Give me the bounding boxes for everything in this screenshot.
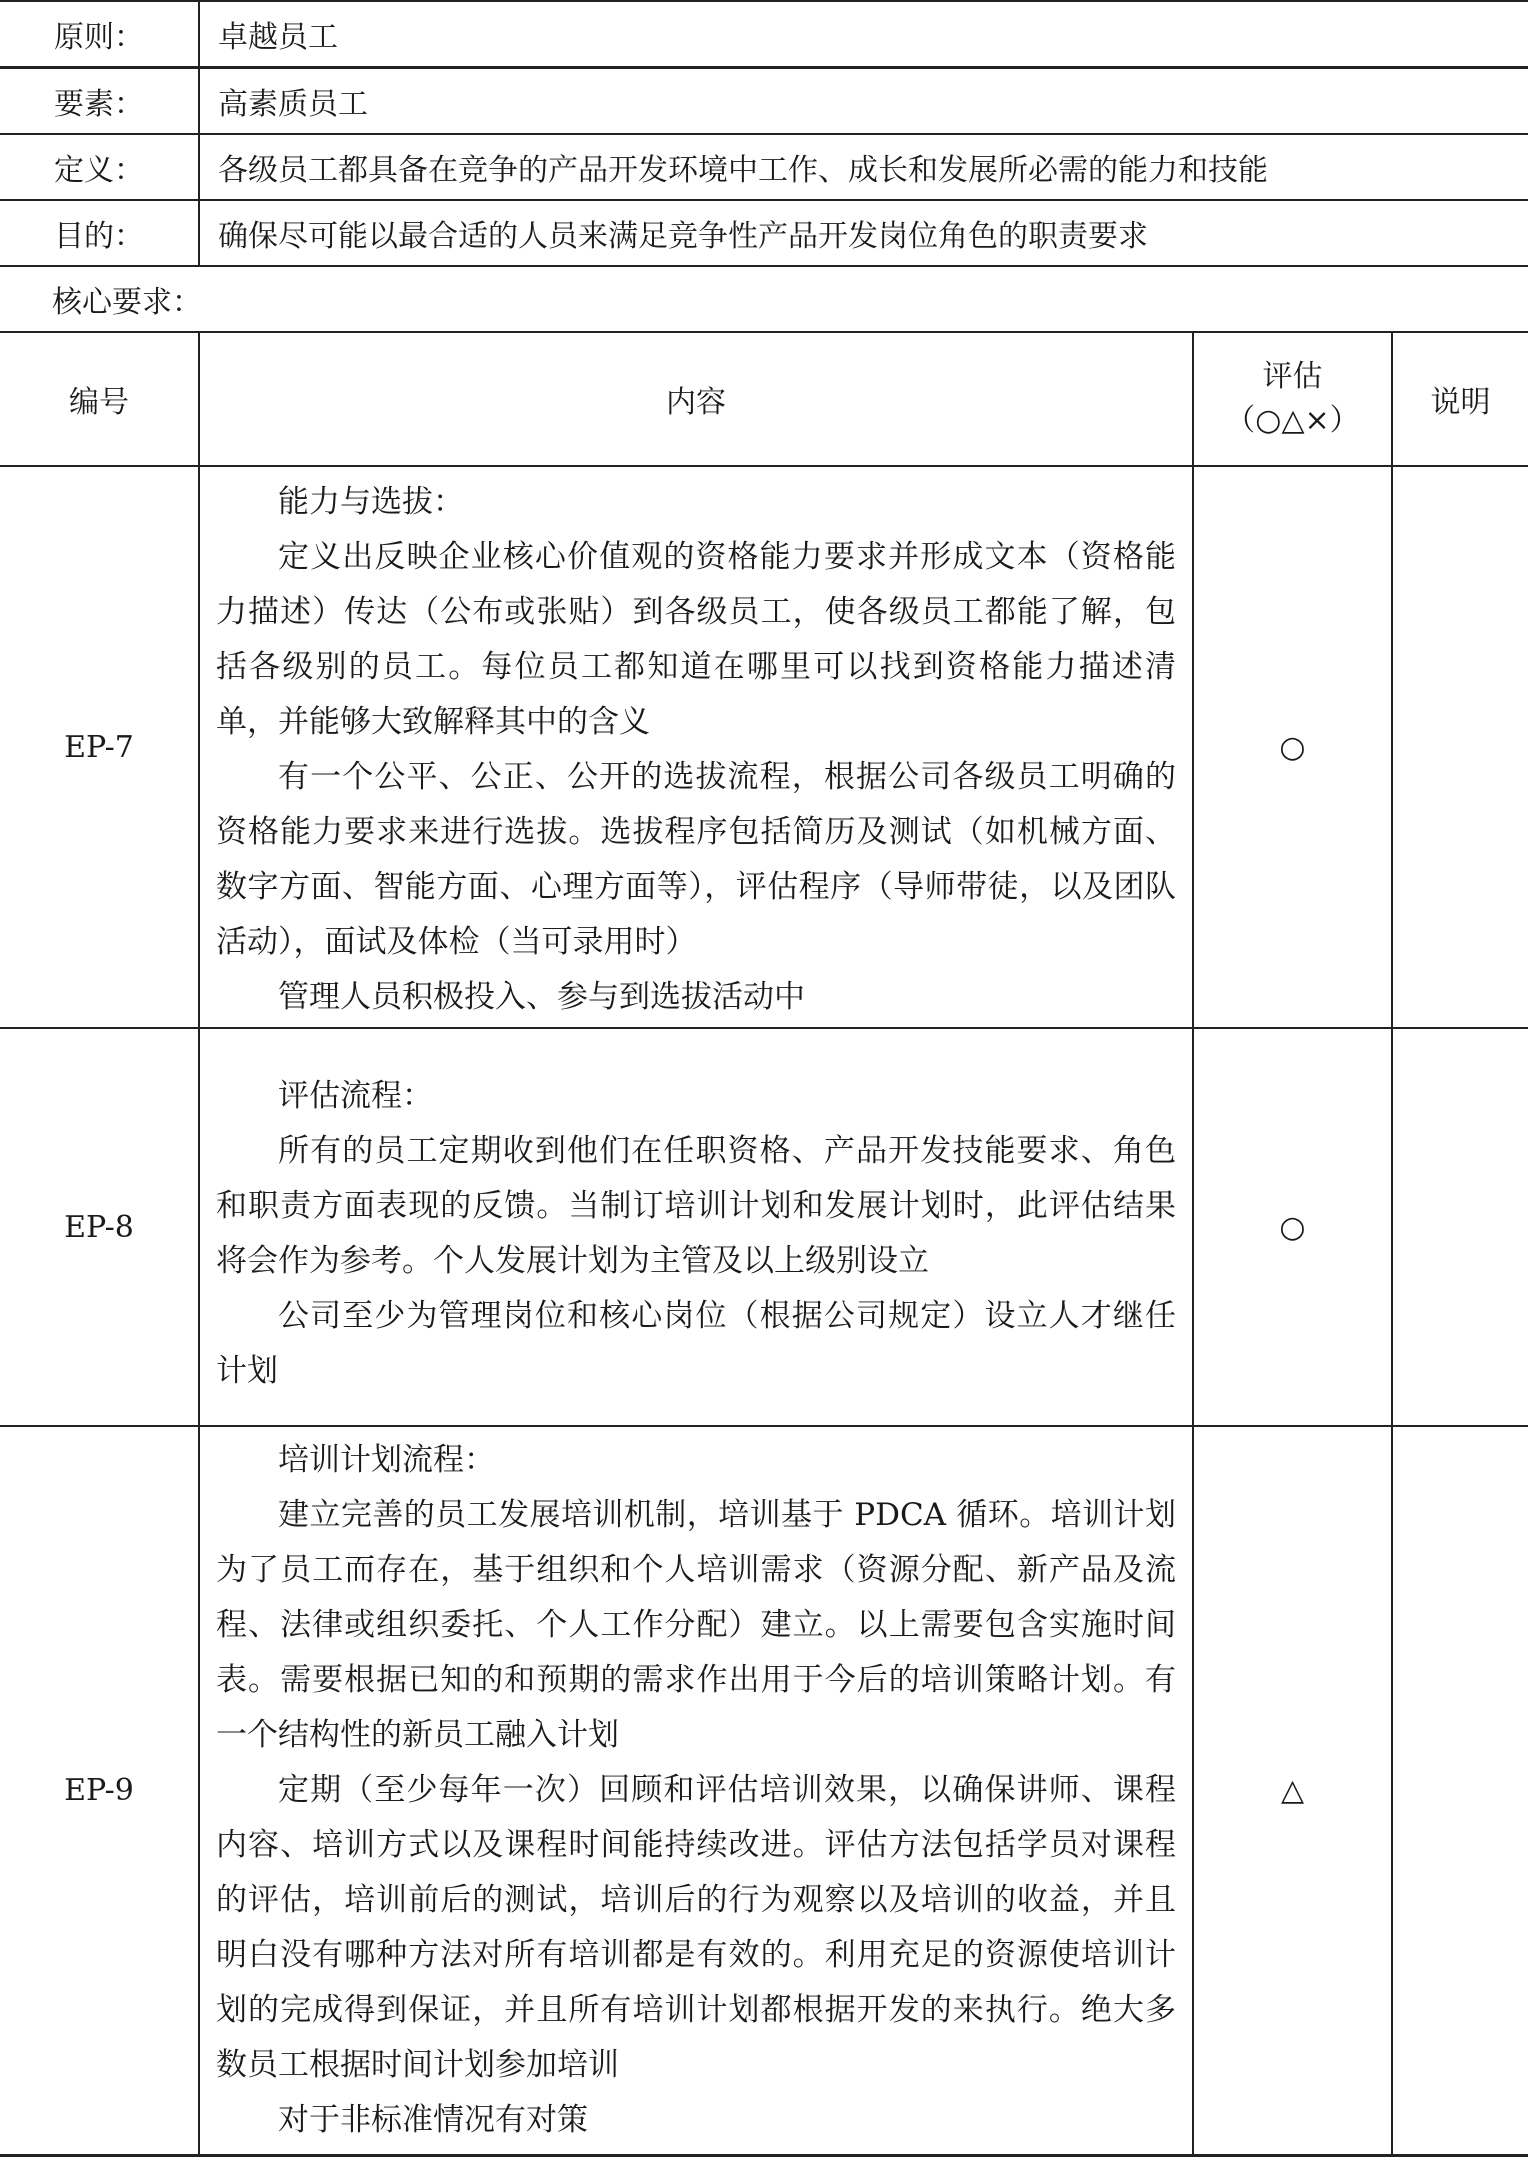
row-code: EP-8 bbox=[64, 1209, 134, 1245]
row-evaluation: ○ bbox=[1279, 1209, 1306, 1245]
row-note bbox=[1393, 1427, 1528, 2154]
row-note bbox=[1393, 1029, 1528, 1425]
core-requirements-label: 核心要求： bbox=[52, 285, 202, 320]
meta-value: 确保尽可能以最合适的人员来满足竞争性产品开发岗位角色的职责要求 bbox=[218, 219, 1148, 254]
table-row bbox=[0, 1427, 1528, 2154]
meta-row-definition bbox=[0, 135, 1528, 199]
meta-value: 高素质员工 bbox=[218, 87, 368, 122]
row-evaluation: ○ bbox=[1279, 729, 1306, 765]
table-row bbox=[0, 467, 1528, 1027]
row-title: 评估流程： bbox=[278, 1078, 433, 1114]
meta-label: 定义： bbox=[54, 153, 144, 188]
row-paragraph: 所有的员工定期收到他们在任职资格、产品开发技能要求、角色和职责方面表现的反馈。当制订培训计划和发展计划时，此评估结果将会作为参考。个人发展计划为主管及以上级别设立 bbox=[216, 1133, 1176, 1279]
meta-label: 要素： bbox=[54, 87, 144, 122]
header-evaluation bbox=[1194, 333, 1391, 465]
row-paragraph: 有一个公平、公正、公开的选拔流程，根据公司各级员工明确的资格能力要求来进行选拔。选拔程序包括简历及测试（如机械方面、数字方面、智能方面、心理方面等），评估程序（导师带徒，以及团队活动），面试及体检（当可录用时） bbox=[216, 759, 1176, 960]
meta-label: 原则： bbox=[54, 20, 144, 55]
row-evaluation: △ bbox=[1280, 1773, 1305, 1808]
header-eval-symbols: （○△×） bbox=[1225, 403, 1360, 438]
row-content bbox=[200, 1029, 1192, 1425]
row-code: EP-9 bbox=[64, 1773, 134, 1808]
meta-value: 卓越员工 bbox=[218, 20, 338, 55]
header-eval-title: 评估 bbox=[1262, 359, 1323, 394]
meta-row-purpose bbox=[0, 201, 1528, 265]
meta-row-element bbox=[0, 69, 1528, 133]
meta-label: 目的： bbox=[54, 219, 144, 254]
row-content bbox=[200, 1427, 1192, 2154]
row-paragraph: 定期（至少每年一次）回顾和评估培训效果，以确保讲师、课程内容、培训方式以及课程时间能持续改进。评估方法包括学员对课程的评估，培训前后的测试，培训后的行为观察以及培训的收益，并且明白没有哪种方法对所有培训都是有效的。利用充足的资源使培训计划的完成得到保证，并且所有培训计划都根据开发的来执行。绝大多数员工根据时间计划参加培训 bbox=[216, 1772, 1176, 2083]
row-content bbox=[200, 467, 1192, 1027]
meta-row-principle bbox=[0, 2, 1528, 66]
row-paragraph: 公司至少为管理岗位和核心岗位（根据公司规定）设立人才继任计划 bbox=[216, 1298, 1176, 1389]
row-title: 能力与选拔： bbox=[278, 484, 464, 520]
row-paragraph: 建立完善的员工发展培训机制，培训基于 PDCA 循环。培训计划为了员工而存在，基于组织和个人培训需求（资源分配、新产品及流程、法律或组织委托、个人工作分配）建立。以上需要包含实施时间表。需要根据已知的和预期的需求作出用于今后的培训策略计划。有一个结构性的新员工融入计划 bbox=[216, 1497, 1176, 1753]
row-code: EP-7 bbox=[64, 729, 134, 765]
row-paragraph: 对于非标准情况有对策 bbox=[278, 2102, 588, 2138]
row-title: 培训计划流程： bbox=[278, 1442, 495, 1478]
row-paragraph: 定义出反映企业核心价值观的资格能力要求并形成文本（资格能力描述）传达（公布或张贴）到各级员工，使各级员工都能了解，包括各级别的员工。每位员工都知道在哪里可以找到资格能力描述清单，并能够大致解释其中的含义 bbox=[216, 539, 1176, 740]
row-note bbox=[1393, 467, 1528, 1027]
meta-value: 各级员工都具备在竞争的产品开发环境中工作、成长和发展所必需的能力和技能 bbox=[218, 153, 1268, 188]
table-row bbox=[0, 1029, 1528, 1425]
core-requirements-row bbox=[0, 267, 1528, 331]
row-paragraph: 管理人员积极投入、参与到选拔活动中 bbox=[278, 979, 805, 1015]
table-header bbox=[0, 333, 1528, 465]
header-content: 内容 bbox=[666, 385, 726, 420]
header-note: 说明 bbox=[1430, 385, 1491, 420]
header-code: 编号 bbox=[69, 385, 129, 420]
